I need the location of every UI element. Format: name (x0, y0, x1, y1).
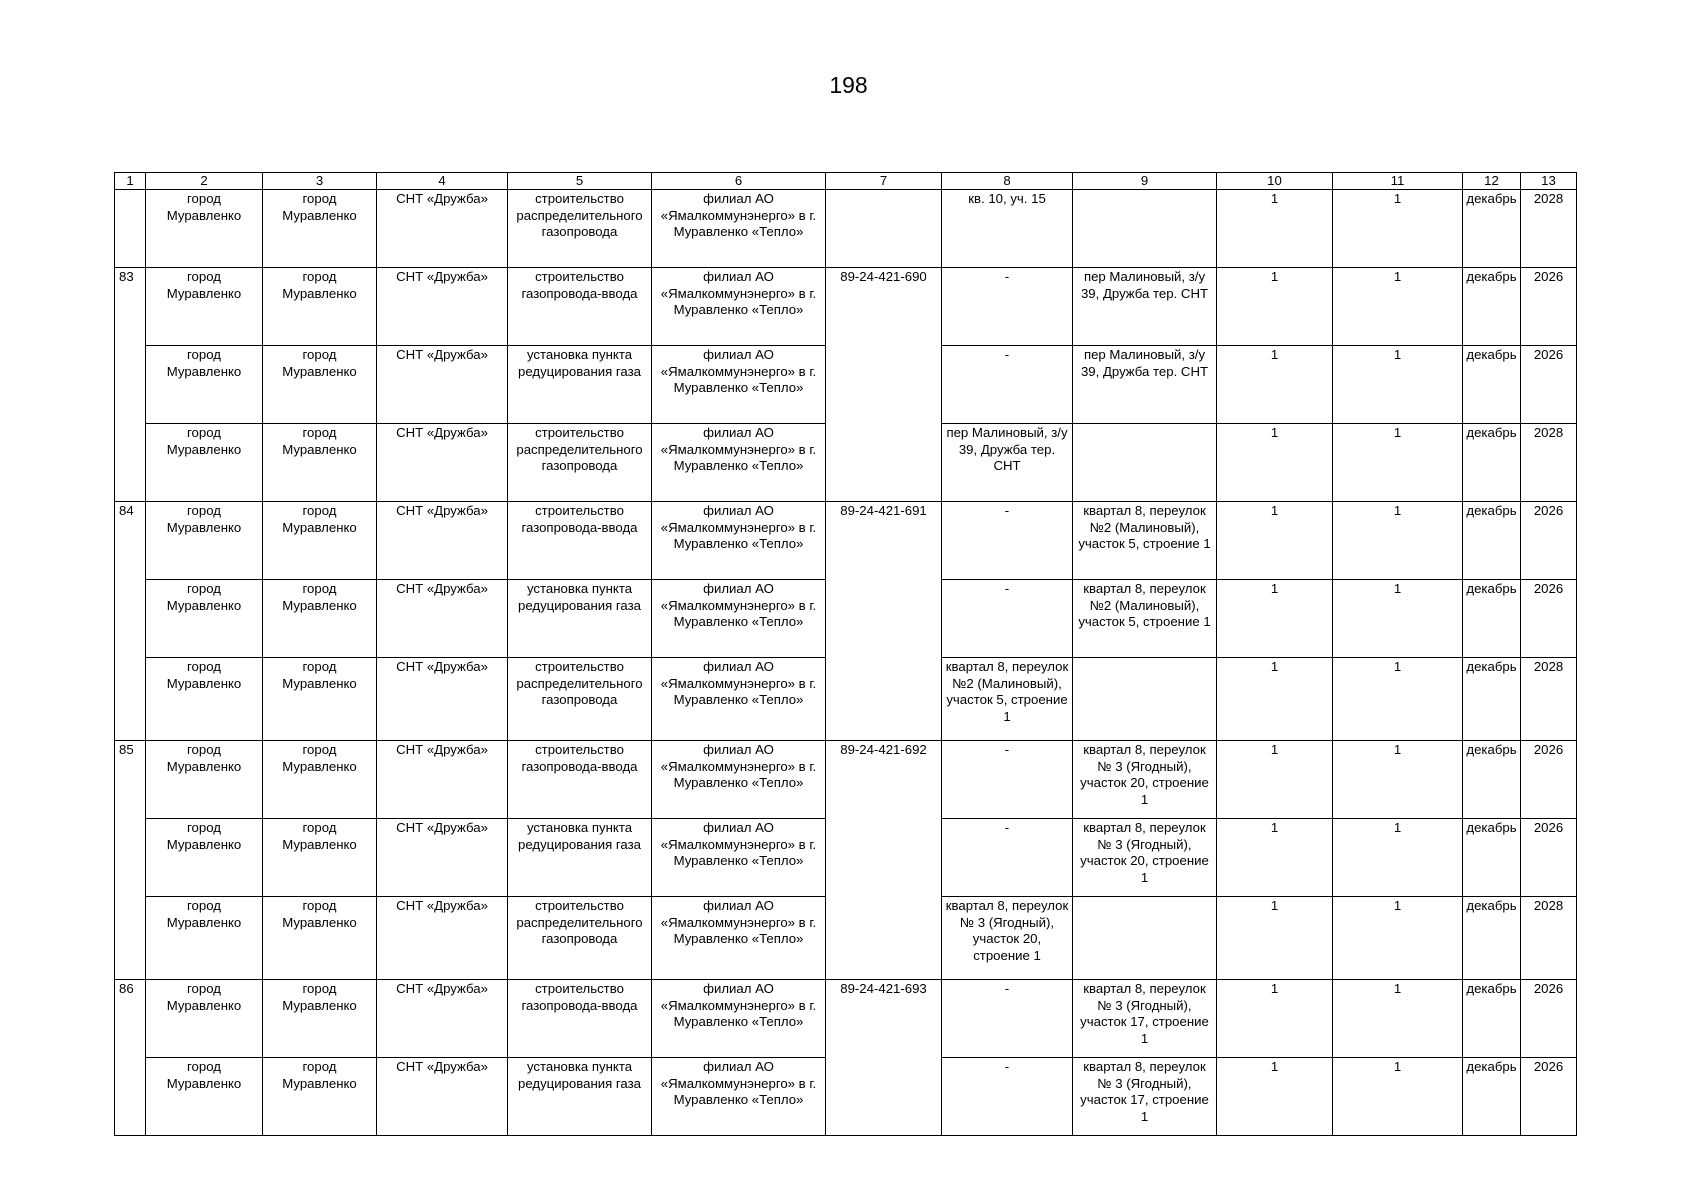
code-cell: 89-24-421-691 (826, 502, 942, 741)
month-cell: декабрь (1463, 346, 1521, 424)
address-cell: - (942, 502, 1073, 580)
column-number: 5 (508, 173, 652, 190)
count-cell: 1 (1217, 580, 1333, 658)
address-cell: - (942, 268, 1073, 346)
column-number-row (115, 173, 1577, 190)
quantity-cell: 1 (1333, 190, 1463, 268)
month-cell: декабрь (1463, 1058, 1521, 1136)
municipality-cell: город Муравленко (146, 190, 263, 268)
territory-cell: СНТ «Дружба» (377, 424, 508, 502)
organization-cell: филиал АО «Ямалкоммунэнерго» в г. Муравленко «Тепло» (652, 741, 826, 819)
table-row (115, 741, 1577, 819)
settlement-cell: город Муравленко (263, 1058, 377, 1136)
object-address-cell: квартал 8, переулок №2 (Малиновый), участок 5, строение 1 (1073, 502, 1217, 580)
year-cell: 2026 (1521, 346, 1577, 424)
column-number: 12 (1463, 173, 1521, 190)
organization-cell: филиал АО «Ямалкоммунэнерго» в г. Муравленко «Тепло» (652, 658, 826, 741)
work-type-cell: строительство распределительного газопровода (508, 424, 652, 502)
year-cell: 2028 (1521, 897, 1577, 980)
municipality-cell: город Муравленко (146, 1058, 263, 1136)
quantity-cell: 1 (1333, 580, 1463, 658)
month-cell: декабрь (1463, 741, 1521, 819)
settlement-cell: город Муравленко (263, 658, 377, 741)
object-address-cell: пер Малиновый, з/у 39, Дружба тер. СНТ (1073, 346, 1217, 424)
quantity-cell: 1 (1333, 897, 1463, 980)
address-cell: - (942, 819, 1073, 897)
address-cell: пер Малиновый, з/у 39, Дружба тер. СНТ (942, 424, 1073, 502)
quantity-cell: 1 (1333, 424, 1463, 502)
table-row (115, 268, 1577, 346)
month-cell: декабрь (1463, 980, 1521, 1058)
column-number: 7 (826, 173, 942, 190)
address-cell: - (942, 1058, 1073, 1136)
object-address-cell: квартал 8, переулок № 3 (Ягодный), участок 17, строение 1 (1073, 980, 1217, 1058)
month-cell: декабрь (1463, 268, 1521, 346)
year-cell: 2026 (1521, 741, 1577, 819)
municipality-cell: город Муравленко (146, 424, 263, 502)
work-type-cell: строительство распределительного газопровода (508, 897, 652, 980)
quantity-cell: 1 (1333, 658, 1463, 741)
row-number-cell: 84 (115, 502, 146, 741)
year-cell: 2028 (1521, 658, 1577, 741)
count-cell: 1 (1217, 819, 1333, 897)
work-type-cell: установка пункта редуцирования газа (508, 580, 652, 658)
column-number: 1 (115, 173, 146, 190)
settlement-cell: город Муравленко (263, 346, 377, 424)
object-address-cell (1073, 190, 1217, 268)
object-address-cell: квартал 8, переулок №2 (Малиновый), участок 5, строение 1 (1073, 580, 1217, 658)
year-cell: 2026 (1521, 819, 1577, 897)
work-type-cell: установка пункта редуцирования газа (508, 346, 652, 424)
organization-cell: филиал АО «Ямалкоммунэнерго» в г. Муравленко «Тепло» (652, 1058, 826, 1136)
month-cell: декабрь (1463, 502, 1521, 580)
count-cell: 1 (1217, 658, 1333, 741)
municipality-cell: город Муравленко (146, 741, 263, 819)
settlement-cell: город Муравленко (263, 268, 377, 346)
code-cell (826, 190, 942, 268)
year-cell: 2026 (1521, 1058, 1577, 1136)
settlement-cell: город Муравленко (263, 897, 377, 980)
organization-cell: филиал АО «Ямалкоммунэнерго» в г. Муравленко «Тепло» (652, 502, 826, 580)
count-cell: 1 (1217, 346, 1333, 424)
row-number-cell: 85 (115, 741, 146, 980)
territory-cell: СНТ «Дружба» (377, 502, 508, 580)
column-number: 4 (377, 173, 508, 190)
count-cell: 1 (1217, 741, 1333, 819)
organization-cell: филиал АО «Ямалкоммунэнерго» в г. Муравленко «Тепло» (652, 346, 826, 424)
municipality-cell: город Муравленко (146, 980, 263, 1058)
row-number-cell: 86 (115, 980, 146, 1136)
year-cell: 2026 (1521, 268, 1577, 346)
territory-cell: СНТ «Дружба» (377, 268, 508, 346)
count-cell: 1 (1217, 1058, 1333, 1136)
code-cell: 89-24-421-692 (826, 741, 942, 980)
quantity-cell: 1 (1333, 980, 1463, 1058)
organization-cell: филиал АО «Ямалкоммунэнерго» в г. Муравленко «Тепло» (652, 268, 826, 346)
address-cell: квартал 8, переулок №2 (Малиновый), участок 5, строение 1 (942, 658, 1073, 741)
month-cell: декабрь (1463, 658, 1521, 741)
table-body (115, 173, 1577, 1136)
object-address-cell: квартал 8, переулок № 3 (Ягодный), участок 20, строение 1 (1073, 741, 1217, 819)
organization-cell: филиал АО «Ямалкоммунэнерго» в г. Муравленко «Тепло» (652, 424, 826, 502)
settlement-cell: город Муравленко (263, 190, 377, 268)
organization-cell: филиал АО «Ямалкоммунэнерго» в г. Муравленко «Тепло» (652, 819, 826, 897)
year-cell: 2026 (1521, 980, 1577, 1058)
territory-cell: СНТ «Дружба» (377, 897, 508, 980)
count-cell: 1 (1217, 897, 1333, 980)
count-cell: 1 (1217, 502, 1333, 580)
year-cell: 2028 (1521, 190, 1577, 268)
settlement-cell: город Муравленко (263, 580, 377, 658)
organization-cell: филиал АО «Ямалкоммунэнерго» в г. Муравленко «Тепло» (652, 897, 826, 980)
column-number: 8 (942, 173, 1073, 190)
municipality-cell: город Муравленко (146, 819, 263, 897)
work-type-cell: строительство газопровода-ввода (508, 980, 652, 1058)
quantity-cell: 1 (1333, 819, 1463, 897)
work-type-cell: строительство распределительного газопровода (508, 658, 652, 741)
work-type-cell: строительство газопровода-ввода (508, 502, 652, 580)
municipality-cell: город Муравленко (146, 897, 263, 980)
column-number: 3 (263, 173, 377, 190)
quantity-cell: 1 (1333, 1058, 1463, 1136)
organization-cell: филиал АО «Ямалкоммунэнерго» в г. Муравленко «Тепло» (652, 580, 826, 658)
quantity-cell: 1 (1333, 268, 1463, 346)
territory-cell: СНТ «Дружба» (377, 658, 508, 741)
row-number-cell (115, 190, 146, 268)
address-cell: - (942, 346, 1073, 424)
table-row (115, 190, 1577, 268)
municipality-cell: город Муравленко (146, 268, 263, 346)
organization-cell: филиал АО «Ямалкоммунэнерго» в г. Муравленко «Тепло» (652, 190, 826, 268)
territory-cell: СНТ «Дружба» (377, 346, 508, 424)
municipality-cell: город Муравленко (146, 346, 263, 424)
territory-cell: СНТ «Дружба» (377, 1058, 508, 1136)
address-cell: - (942, 980, 1073, 1058)
territory-cell: СНТ «Дружба» (377, 190, 508, 268)
column-number: 2 (146, 173, 263, 190)
object-address-cell (1073, 897, 1217, 980)
settlement-cell: город Муравленко (263, 741, 377, 819)
month-cell: декабрь (1463, 190, 1521, 268)
address-cell: - (942, 580, 1073, 658)
column-number: 13 (1521, 173, 1577, 190)
territory-cell: СНТ «Дружба» (377, 819, 508, 897)
month-cell: декабрь (1463, 819, 1521, 897)
month-cell: декабрь (1463, 897, 1521, 980)
object-address-cell: квартал 8, переулок № 3 (Ягодный), участок 17, строение 1 (1073, 1058, 1217, 1136)
page-number: 198 (829, 72, 868, 98)
settlement-cell: город Муравленко (263, 502, 377, 580)
municipality-cell: город Муравленко (146, 502, 263, 580)
year-cell: 2026 (1521, 580, 1577, 658)
works-table (114, 172, 1577, 1136)
month-cell: декабрь (1463, 424, 1521, 502)
object-address-cell (1073, 424, 1217, 502)
address-cell: квартал 8, переулок № 3 (Ягодный), участок 20, строение 1 (942, 897, 1073, 980)
territory-cell: СНТ «Дружба» (377, 580, 508, 658)
code-cell: 89-24-421-693 (826, 980, 942, 1136)
table-row (115, 502, 1577, 580)
code-cell: 89-24-421-690 (826, 268, 942, 502)
row-number-cell: 83 (115, 268, 146, 502)
address-cell: - (942, 741, 1073, 819)
work-type-cell: установка пункта редуцирования газа (508, 1058, 652, 1136)
municipality-cell: город Муравленко (146, 658, 263, 741)
quantity-cell: 1 (1333, 346, 1463, 424)
count-cell: 1 (1217, 980, 1333, 1058)
year-cell: 2028 (1521, 424, 1577, 502)
object-address-cell: пер Малиновый, з/у 39, Дружба тер. СНТ (1073, 268, 1217, 346)
object-address-cell: квартал 8, переулок № 3 (Ягодный), участок 20, строение 1 (1073, 819, 1217, 897)
count-cell: 1 (1217, 190, 1333, 268)
address-cell: кв. 10, уч. 15 (942, 190, 1073, 268)
column-number: 6 (652, 173, 826, 190)
settlement-cell: город Муравленко (263, 980, 377, 1058)
column-number: 11 (1333, 173, 1463, 190)
territory-cell: СНТ «Дружба» (377, 980, 508, 1058)
count-cell: 1 (1217, 268, 1333, 346)
object-address-cell (1073, 658, 1217, 741)
column-number: 9 (1073, 173, 1217, 190)
count-cell: 1 (1217, 424, 1333, 502)
work-type-cell: установка пункта редуцирования газа (508, 819, 652, 897)
year-cell: 2026 (1521, 502, 1577, 580)
quantity-cell: 1 (1333, 741, 1463, 819)
column-number: 10 (1217, 173, 1333, 190)
organization-cell: филиал АО «Ямалкоммунэнерго» в г. Муравленко «Тепло» (652, 980, 826, 1058)
work-type-cell: строительство газопровода-ввода (508, 741, 652, 819)
work-type-cell: строительство газопровода-ввода (508, 268, 652, 346)
work-type-cell: строительство распределительного газопровода (508, 190, 652, 268)
municipality-cell: город Муравленко (146, 580, 263, 658)
settlement-cell: город Муравленко (263, 424, 377, 502)
settlement-cell: город Муравленко (263, 819, 377, 897)
month-cell: декабрь (1463, 580, 1521, 658)
territory-cell: СНТ «Дружба» (377, 741, 508, 819)
table-row (115, 980, 1577, 1058)
quantity-cell: 1 (1333, 502, 1463, 580)
